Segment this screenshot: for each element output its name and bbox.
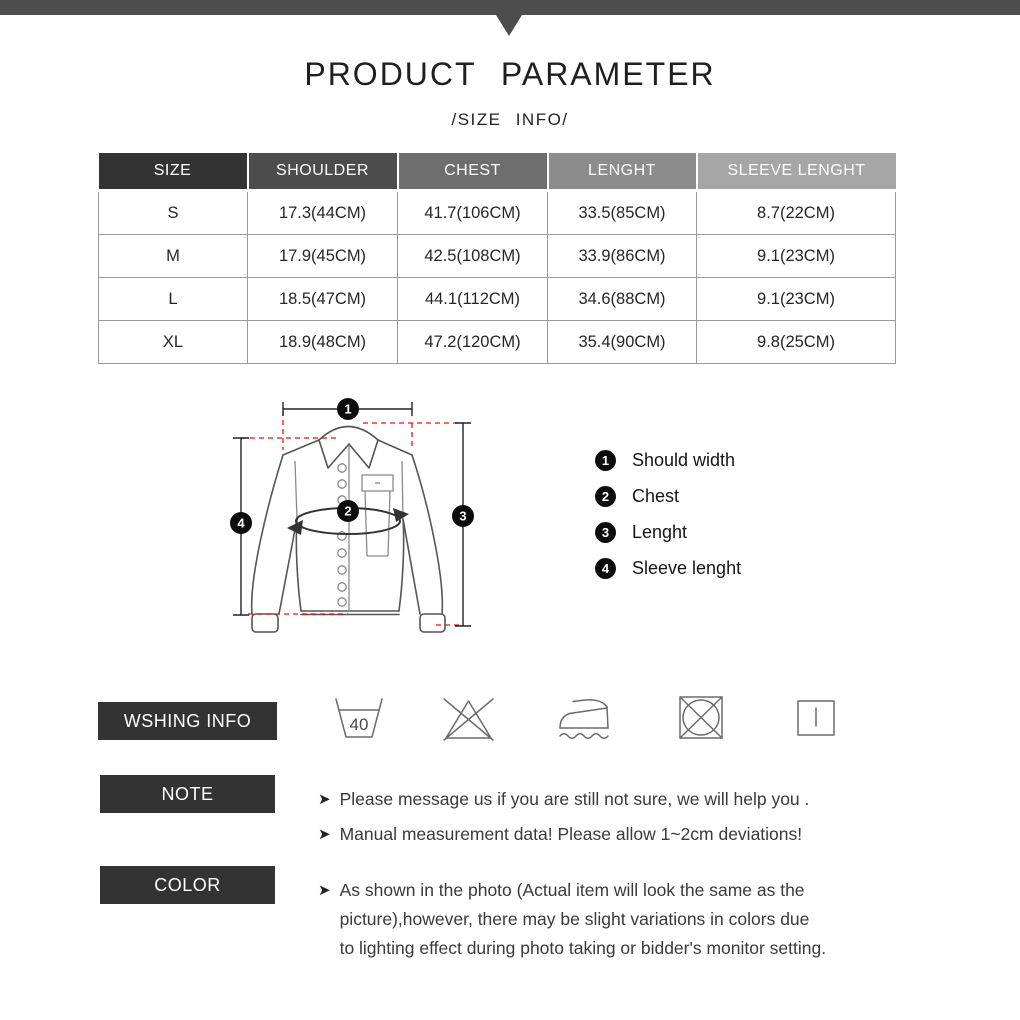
cell: 17.3(44CM): [248, 191, 398, 235]
iron-icon: [557, 694, 609, 740]
color-item: [318, 876, 826, 963]
page-title: PRODUCT PARAMETER: [304, 56, 716, 92]
color-text-line: to lighting effect during photo taking or bidder's monitor setting.: [339, 938, 827, 958]
arrow-bullet-icon: ➤: [318, 881, 331, 899]
legend-label: Should width: [632, 450, 736, 470]
machine-wash-40-icon: [334, 697, 384, 741]
legend-label: Sleeve lenght: [632, 558, 742, 578]
cell: 44.1(112CM): [398, 278, 548, 321]
cell: 18.5(47CM): [248, 278, 398, 321]
do-not-tumble-dry-icon: [677, 694, 725, 741]
table-row: [99, 235, 896, 278]
table-row: [99, 321, 896, 364]
badge-2-icon: 2: [595, 486, 616, 507]
col-header-lenght: LENGHT: [548, 153, 697, 191]
down-pointer-triangle: [496, 15, 522, 36]
cell: 9.8(25CM): [697, 321, 896, 364]
washing-info-label: WSHING INFO: [98, 702, 277, 740]
svg-text:1: 1: [344, 401, 352, 417]
col-header-shoulder: SHOULDER: [248, 153, 398, 191]
measurement-legend: [595, 450, 741, 594]
col-header-chest: CHEST: [398, 153, 548, 191]
table-row: [99, 191, 896, 235]
cell: 9.1(23CM): [697, 235, 896, 278]
legend-item-length: [595, 522, 741, 543]
cell: XL: [99, 321, 248, 364]
callout-4: [230, 512, 252, 534]
callout-1: [337, 398, 359, 420]
cell: 47.2(120CM): [398, 321, 548, 364]
size-table: [98, 153, 896, 364]
col-header-size: SIZE: [99, 153, 248, 191]
color-text: [340, 876, 827, 963]
cell: 41.7(106CM): [398, 191, 548, 235]
shirt-measurement-diagram: [218, 388, 474, 660]
cell: L: [99, 278, 248, 321]
note-text: Please message us if you are still not sure, we will help you .: [339, 789, 810, 809]
size-table-header-row: [99, 153, 896, 191]
page-subtitle: /SIZE INFO/: [451, 110, 569, 129]
badge-4-icon: 4: [595, 558, 616, 579]
badge-1-icon: 1: [595, 450, 616, 471]
legend-item-shoulder: [595, 450, 741, 471]
table-row: [99, 278, 896, 321]
legend-item-sleeve: [595, 558, 741, 579]
cell: 33.9(86CM): [548, 235, 697, 278]
note-text: Manual measurement data! Please allow 1~2cm deviations!: [339, 824, 803, 844]
cell: 34.6(88CM): [548, 278, 697, 321]
note-item: [318, 822, 802, 846]
cell: 33.5(85CM): [548, 191, 697, 235]
arrow-bullet-icon: ➤: [318, 790, 331, 808]
do-not-bleach-icon: [440, 695, 497, 742]
legend-label: Chest: [632, 486, 680, 506]
callout-2: [337, 500, 359, 522]
svg-text:4: 4: [237, 515, 245, 531]
cell: 17.9(45CM): [248, 235, 398, 278]
cell: M: [99, 235, 248, 278]
cell: 42.5(108CM): [398, 235, 548, 278]
color-text-line: As shown in the photo (Actual item will look the same as the: [339, 880, 805, 900]
svg-text:2: 2: [344, 503, 352, 519]
cell: 35.4(90CM): [548, 321, 697, 364]
svg-text:40: 40: [349, 715, 369, 734]
badge-3-icon: 3: [595, 522, 616, 543]
cell: S: [99, 191, 248, 235]
shirt-outline-icon: [252, 427, 445, 633]
cell: 18.9(48CM): [248, 321, 398, 364]
note-item: [318, 787, 809, 811]
top-bar: [0, 0, 1020, 15]
cell: 8.7(22CM): [697, 191, 896, 235]
col-header-sleeve-lenght: SLEEVE LENGHT: [697, 153, 896, 191]
cell: 9.1(23CM): [697, 278, 896, 321]
drip-dry-icon: [796, 699, 836, 737]
svg-text:3: 3: [459, 508, 467, 524]
color-text-line: picture),however, there may be slight variations in colors due: [339, 909, 810, 929]
color-label: COLOR: [100, 866, 275, 904]
arrow-bullet-icon: ➤: [318, 825, 331, 843]
legend-label: Lenght: [632, 522, 688, 542]
legend-item-chest: [595, 486, 741, 507]
note-label: NOTE: [100, 775, 275, 813]
callout-3: [452, 505, 474, 527]
